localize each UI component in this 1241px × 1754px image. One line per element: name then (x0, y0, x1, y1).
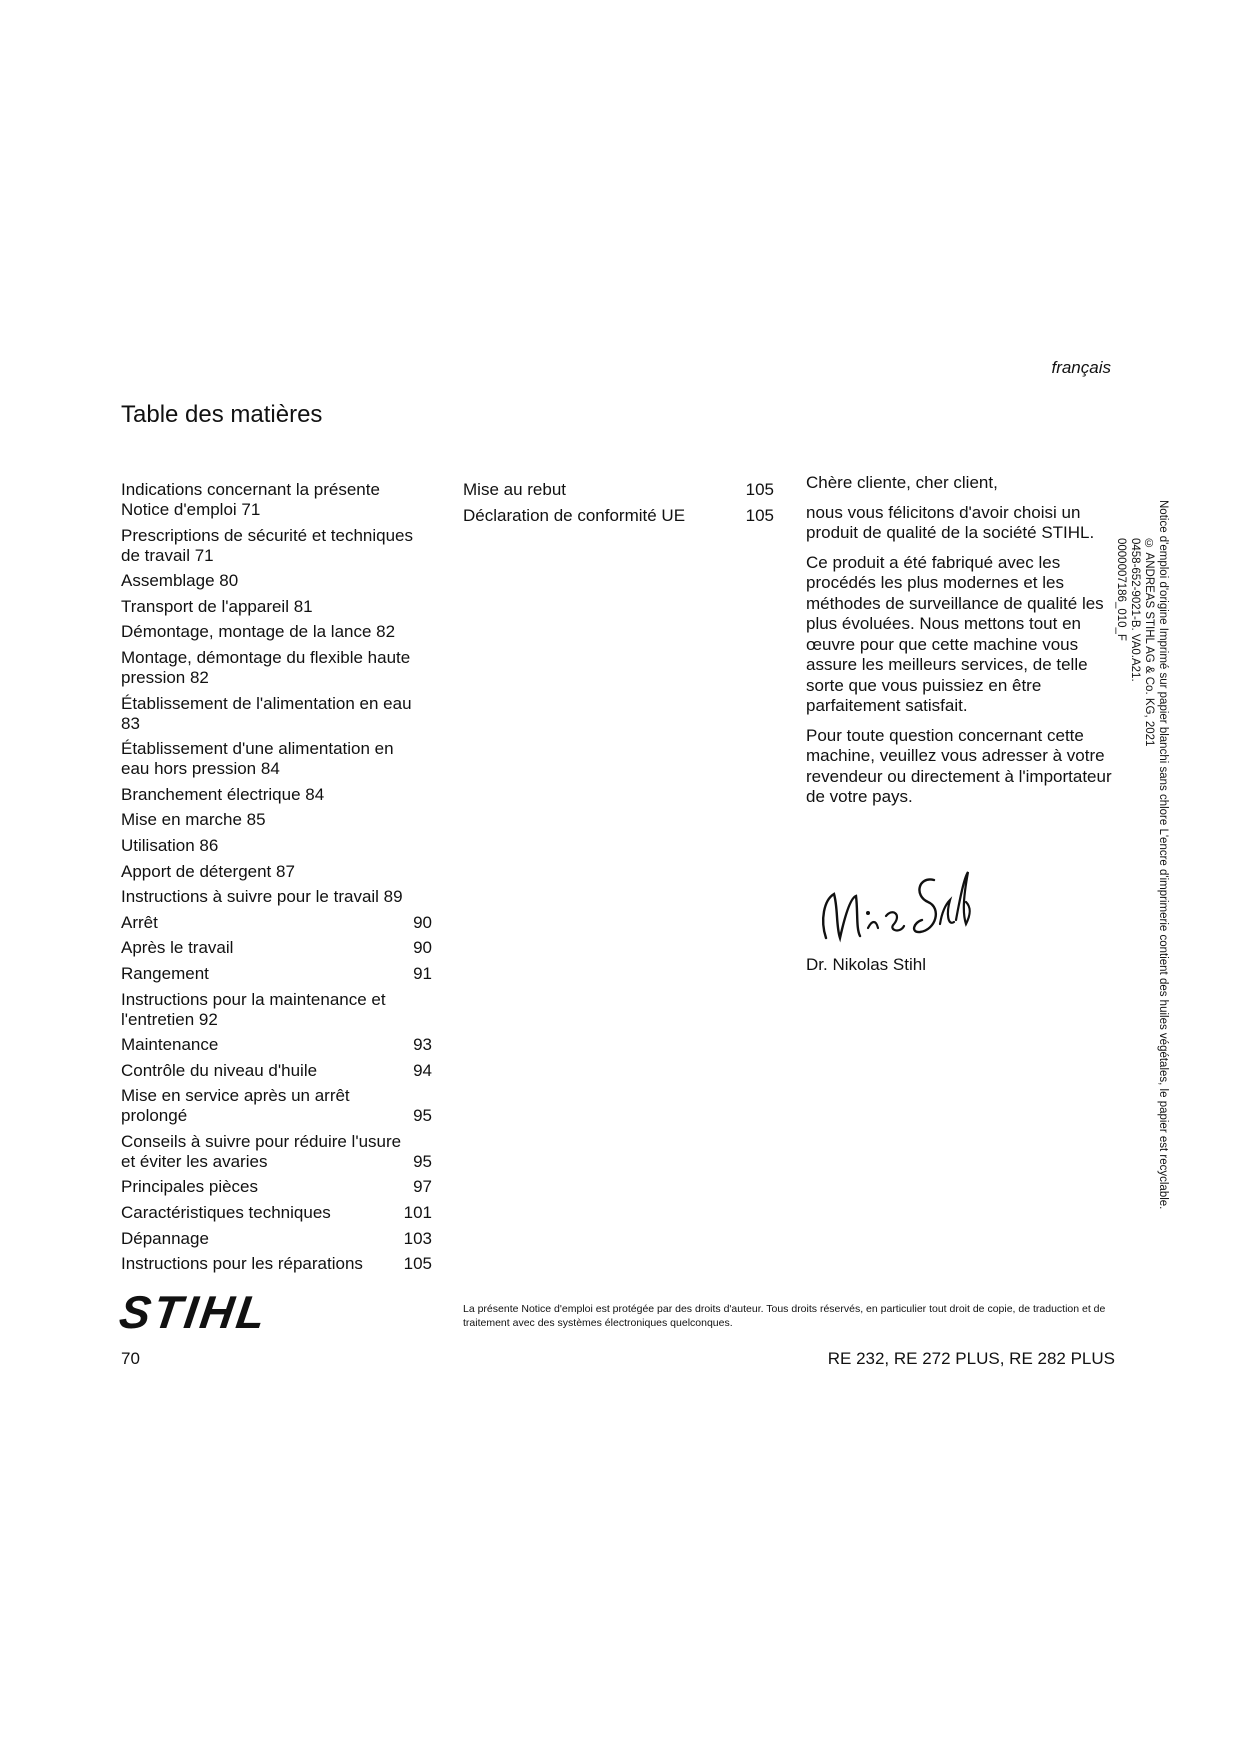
toc-entry-title: Transport de l'appareil 81 (121, 596, 313, 616)
toc-entry-page: 105 (745, 505, 774, 525)
toc-entry-title: Indications concernant la présente Notice d'emploi 71 (121, 480, 380, 519)
toc-entry (121, 1132, 432, 1172)
toc-entry (121, 480, 432, 520)
toc-entry (121, 1177, 432, 1197)
toc-entry (121, 785, 432, 805)
toc-entry (121, 739, 432, 779)
toc-entry (121, 597, 432, 617)
toc-entry-title: Établissement de l'alimentation en eau 83 (121, 693, 412, 733)
toc-entry-title: Prescriptions de sécurité et techniques de travail 71 (121, 525, 413, 565)
toc-entry-page: 90 (413, 938, 432, 958)
toc-entry (121, 648, 432, 688)
toc-entry-title: Instructions à suivre pour le travail 89 (121, 887, 403, 907)
page-number: 70 (121, 1349, 140, 1368)
toc-entry-title: Établissement d'une alimentation en eau hors pression 84 (121, 739, 394, 779)
language-label: français (1051, 358, 1111, 377)
toc-entry (121, 622, 432, 642)
letter-paragraph: Ce produit a été fabriqué avec les procédés les plus modernes et les méthodes de surveillance de qualité les plus évoluées. Nous mettons tout en œuvre pour que cette machine vous assure les meilleurs services, de telle sorte que vous puissiez en être parfaitement satisfait. (806, 552, 1104, 715)
toc-entry (121, 1254, 432, 1274)
vertical-imprint (1090, 500, 1170, 1240)
copyright-notice: La présente Notice d'emploi est protégée par des droits d'auteur. Tous droits réservés, en particulier tout droit de copie, de traduction et de traitement avec des systèmes électroniques quelconques. (463, 1303, 1106, 1329)
toc-entry (121, 836, 432, 856)
imprint-line: © ANDREAS STIHL AG & Co. KG, 2021 (1143, 538, 1155, 747)
toc-entry (463, 506, 774, 526)
toc-entry (121, 1229, 432, 1249)
toc-entry-page: 105 (745, 480, 774, 499)
toc-entry-title: Mise en service après un arrêt prolongé (121, 1086, 350, 1126)
toc-entry-title: Démontage, montage de la lance 82 (121, 622, 396, 642)
imprint-copyright (1114, 538, 1156, 1240)
toc-entry-title: Instructions pour les réparations (121, 1254, 363, 1274)
welcome-letter (806, 473, 1128, 817)
toc-entry (121, 1035, 432, 1055)
toc-entry-title: Dépannage (121, 1228, 209, 1248)
signer-name: Dr. Nikolas Stihl (806, 955, 926, 974)
toc-entry-title: Caractéristiques techniques (121, 1203, 331, 1223)
toc-entry (121, 862, 432, 882)
toc-entry-page: 97 (413, 1177, 432, 1197)
toc-entry-title: Arrêt (121, 912, 158, 932)
toc-column-1 (121, 480, 432, 1280)
toc-entry (121, 810, 432, 830)
toc-entry-title: Instructions pour la maintenance et l'entretien 92 (121, 989, 386, 1029)
toc-entry-title: Après le travail (121, 938, 234, 958)
letter-paragraph: nous vous félicitons d'avoir choisi un produit de qualité de la société STIHL. (806, 502, 1095, 542)
toc-entry (463, 480, 774, 500)
signature-image (806, 858, 976, 958)
toc-entry-title: Montage, démontage du flexible haute pression 82 (121, 647, 411, 687)
toc-entry-page: 103 (403, 1228, 432, 1248)
toc-entry-title: Déclaration de conformité UE (463, 505, 686, 525)
toc-entry (121, 526, 432, 566)
toc-entry (121, 694, 432, 734)
toc-entry-title: Utilisation 86 (121, 835, 219, 855)
toc-entry-page: 94 (413, 1060, 432, 1080)
toc-entry-page: 95 (413, 1106, 432, 1126)
stihl-logo: STIHL (116, 1286, 272, 1338)
toc-entry-title: Principales pièces (121, 1177, 259, 1197)
toc-entry (121, 887, 432, 907)
toc-entry-title: Maintenance (121, 1035, 219, 1055)
toc-column-2 (463, 480, 774, 531)
toc-entry-title: Contrôle du niveau d'huile (121, 1060, 318, 1080)
toc-entry-title: Apport de détergent 87 (121, 861, 295, 881)
toc-entry (121, 571, 432, 591)
toc-entry-page: 90 (413, 912, 432, 932)
imprint-notice: Notice d'emploi d'origine Imprimé sur papier blanchi sans chlore L'encre d'imprimerie contient des huiles végétales, le papier est recyclable. (1157, 500, 1169, 1210)
letter-greeting: Chère cliente, cher client, (806, 473, 998, 492)
toc-entry-title: Conseils à suivre pour réduire l'usure et éviter les avaries (121, 1131, 402, 1171)
toc-entry-page: 101 (403, 1203, 432, 1223)
toc-entry (121, 913, 432, 933)
toc-entry-page: 105 (403, 1254, 432, 1274)
toc-entry (121, 1061, 432, 1081)
model-names: RE 232, RE 272 PLUS, RE 282 PLUS (827, 1349, 1115, 1368)
toc-entry-page: 91 (413, 963, 432, 983)
toc-entry-page: 95 (413, 1151, 432, 1171)
toc-entry (121, 1203, 432, 1223)
toc-entry-title: Mise au rebut (463, 480, 566, 499)
toc-entry-title: Mise en marche 85 (121, 810, 266, 830)
imprint-line: 0000007186_010_F (1115, 538, 1127, 641)
toc-entry (121, 1086, 432, 1126)
toc-entry (121, 990, 432, 1030)
imprint-line: 0458-652-9021-B. VA0.A21. (1129, 538, 1141, 682)
toc-entry-title: Branchement électrique 84 (121, 784, 325, 804)
letter-paragraph: Pour toute question concernant cette machine, veuillez vous adresser à votre revendeur ou directement à l'importateur de votre pays. (806, 725, 1112, 806)
toc-entry-title: Rangement (121, 963, 209, 983)
toc-title: Table des matières (121, 401, 323, 428)
toc-entry-page: 93 (413, 1035, 432, 1055)
toc-entry (121, 964, 432, 984)
toc-entry (121, 938, 432, 958)
toc-entry-title: Assemblage 80 (121, 571, 239, 591)
